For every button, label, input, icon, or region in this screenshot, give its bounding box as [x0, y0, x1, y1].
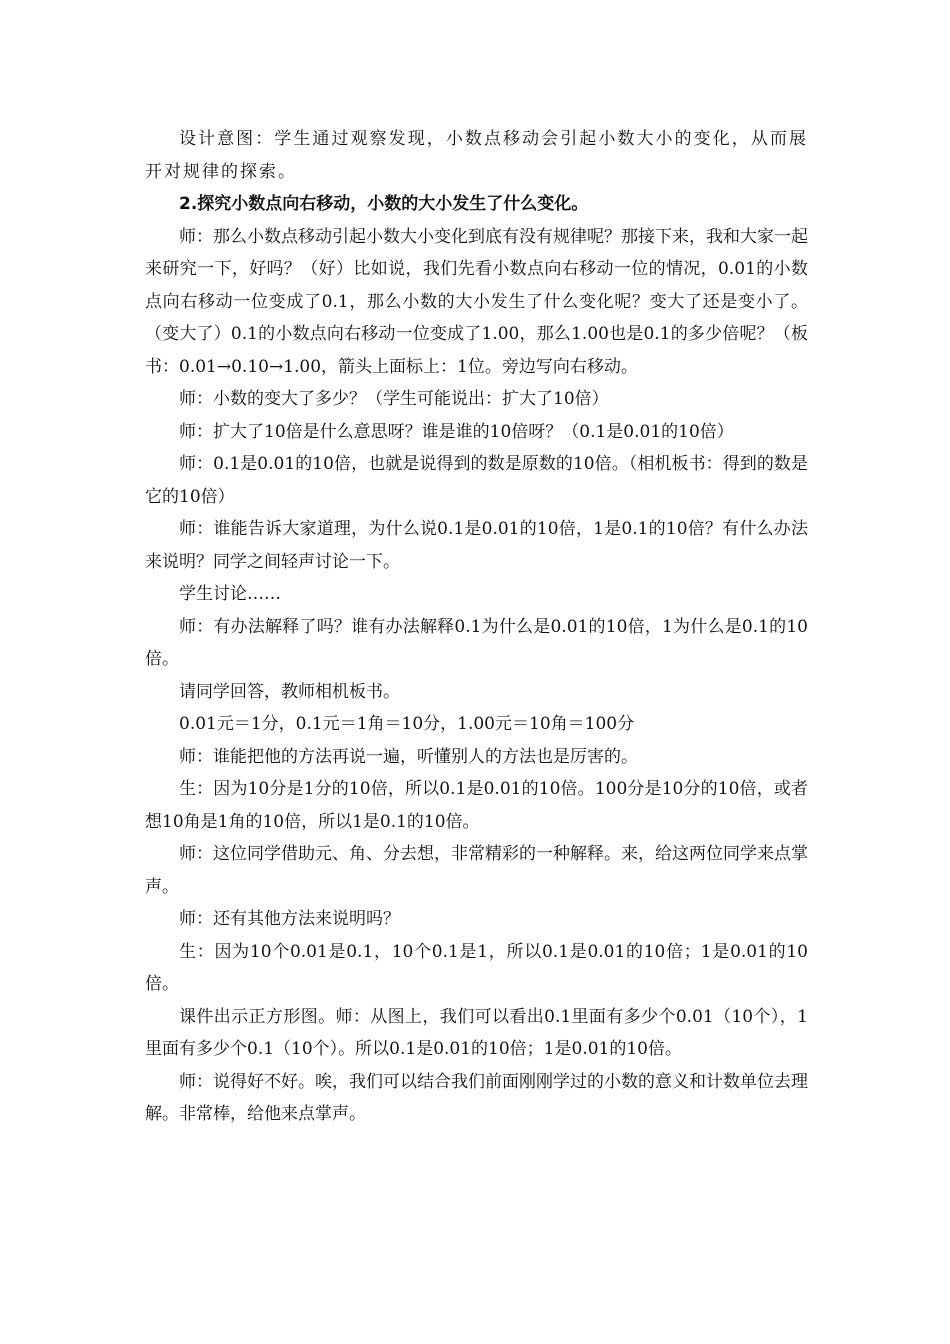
body-paragraph: 师：小数的变大了多少？（学生可能说出：扩大了10倍） — [179, 389, 609, 409]
body-paragraph: 师：这位同学借助元、角、分去想，非常精彩的一种解释。来，给这两位同学来点掌声。 — [145, 844, 808, 897]
body-paragraph: 师：说得好不好。唉，我们可以结合我们前面刚刚学过的小数的意义和计数单位去理解。非常棒，给他来点掌声。 — [145, 1071, 808, 1124]
equation-line: 0.01元＝1分，0.1元＝1角＝10分，1.00元＝10角＝100分 — [179, 714, 635, 734]
design-intent-paragraph: 设计意图：学生通过观察发现，小数点移动会引起小数大小的变化，从而展开对规律的探索。 — [145, 129, 808, 182]
body-paragraph: 师：谁能告诉大家道理，为什么说0.1是0.01的10倍，1是0.1的10倍？有什么办法来说明？同学之间轻声讨论一下。 — [145, 519, 808, 572]
body-paragraph: 师：扩大了10倍是什么意思呀？谁是谁的10倍呀？（0.1是0.01的10倍） — [179, 421, 734, 442]
body-paragraph: 课件出示正方形图。师：从图上，我们可以看出0.1里面有多少个0.01（10个），1里面有多少个0.1（10个）。所以0.1是0.01的10倍；1是0.01的10倍。 — [145, 1006, 808, 1059]
body-paragraph: 师：有办法解释了吗？谁有办法解释0.1为什么是0.01的10倍，1为什么是0.1的10倍。 — [145, 616, 808, 669]
body-paragraph: 学生讨论…… — [179, 584, 281, 604]
body-paragraph: 请同学回答，教师相机板书。 — [179, 681, 400, 702]
body-paragraph: 师：那么小数点移动引起小数大小变化到底有没有规律呢？那接下来，我和大家一起来研究一下，好吗？（好）比如说，我们先看小数点向右移动一位的情况，0.01的小数点向右移动一位变成了0.1，那么小数的大小发生了什么变化呢？变大了还是变小了。（变大了）0.1的小数点向右移动一位变成了1.00，那么1.00也是0.1的多少倍呢？（板书：0.01→0.10→1.00，箭头上面标上：1位。旁边写向右移动。 — [145, 226, 808, 377]
body-paragraph: 师：谁能把他的方法再说一遍，听懂别人的方法也是厉害的。 — [179, 746, 638, 767]
document-body — [145, 123, 808, 1131]
body-paragraph: 师：还有其他方法来说明吗？ — [179, 909, 400, 929]
body-paragraph: 师：0.1是0.01的10倍，也就是说得到的数是原数的10倍。（相机板书：得到的数是它的10倍） — [145, 454, 808, 507]
body-paragraph: 生：因为10个0.01是0.1，10个0.1是1，所以0.1是0.01的10倍；1是0.01的10倍。 — [145, 941, 808, 994]
body-paragraph: 生：因为10分是1分的10倍，所以0.1是0.01的10倍。100分是10分的10倍，或者想10角是1角的10倍，所以1是0.1的10倍。 — [145, 779, 808, 832]
section-heading: 2.探究小数点向右移动，小数的大小发生了什么变化。 — [179, 194, 589, 214]
